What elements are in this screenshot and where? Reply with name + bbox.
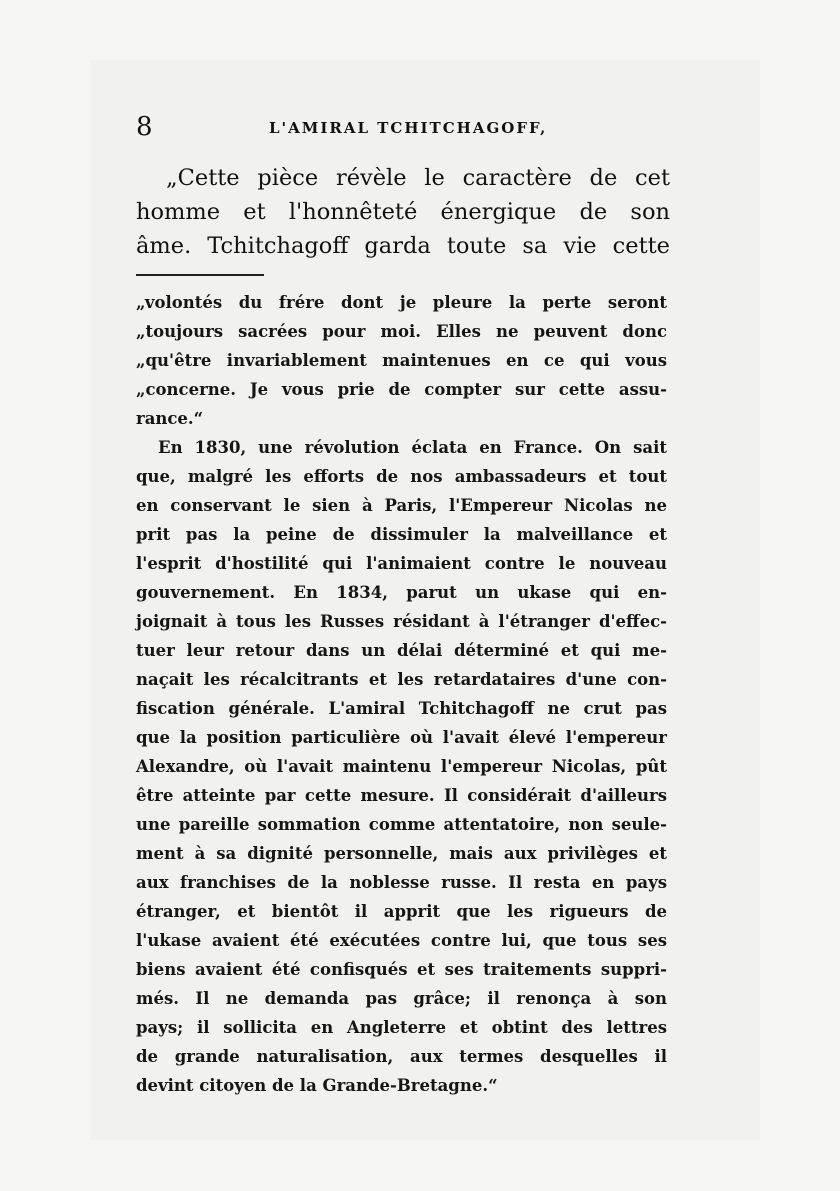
footnote-line: „concerne. Je vous prie de compter sur cette assu- [136, 380, 667, 399]
footnote-line: „volontés du frére dont je pleure la perte seront [136, 293, 667, 312]
footnote-line: Alexandre, où l'avait maintenu l'empereur Nicolas, pût [136, 757, 667, 776]
footnote-line: naçait les récalcitrants et les retardataires d'une con- [136, 670, 667, 689]
footnote-line: être atteinte par cette mesure. Il considérait d'ailleurs [136, 786, 667, 805]
footnote-line: étranger, et bientôt il apprit que les rigueurs de [136, 902, 667, 921]
main-text-line: homme et l'honnêteté énergique de son [136, 199, 670, 225]
footnote-line: ment à sa dignité personnelle, mais aux privilèges et [136, 844, 667, 863]
footnote-line: pays; il sollicita en Angleterre et obtint des lettres [136, 1018, 667, 1037]
main-text [136, 161, 670, 263]
footnote [136, 288, 667, 1100]
page-number: 8 [136, 112, 153, 142]
footnote-line: joignait à tous les Russes résidant à l'étranger d'effec- [136, 612, 667, 631]
running-head: L'AMIRAL TCHITCHAGOFF, [269, 119, 548, 137]
footnote-line: „qu'être invariablement maintenues en ce qui vous [136, 351, 667, 370]
footnote-line: „toujours sacrées pour moi. Elles ne peuvent donc [136, 322, 667, 341]
main-text-line: „Cette pièce révèle le caractère de cet [166, 165, 670, 191]
footnote-line: une pareille sommation comme attentatoire, non seule- [136, 815, 667, 834]
footnote-line: en conservant le sien à Paris, l'Empereur Nicolas ne [136, 496, 667, 515]
footnote-line: més. Il ne demanda pas grâce; il renonça à son [136, 989, 667, 1008]
footnote-line: l'esprit d'hostilité qui l'animaient contre le nouveau [136, 554, 667, 573]
footnote-line: de grande naturalisation, aux termes desquelles il [136, 1047, 667, 1066]
footnote-line: tuer leur retour dans un délai déterminé et qui me- [136, 641, 667, 660]
footnote-rule [136, 274, 264, 276]
footnote-line: gouvernement. En 1834, parut un ukase qui en- [136, 583, 667, 602]
footnote-line: devint citoyen de la Grande-Bretagne.“ [136, 1076, 498, 1095]
footnote-line: rance.“ [136, 409, 204, 428]
footnote-line: En 1830, une révolution éclata en France. On sait [158, 438, 667, 457]
footnote-line: biens avaient été confisqués et ses traitements suppri- [136, 960, 667, 979]
page-header [136, 112, 670, 146]
footnote-line: l'ukase avaient été exécutées contre lui, que tous ses [136, 931, 667, 950]
footnote-line: fiscation générale. L'amiral Tchitchagoff ne crut pas [136, 699, 667, 718]
footnote-line: que, malgré les efforts de nos ambassadeurs et tout [136, 467, 667, 486]
footnote-line: que la position particulière où l'avait élevé l'empereur [136, 728, 667, 747]
main-text-line: âme. Tchitchagoff garda toute sa vie cette [136, 233, 670, 259]
footnote-line: prit pas la peine de dissimuler la malveillance et [136, 525, 667, 544]
footnote-line: aux franchises de la noblesse russe. Il resta en pays [136, 873, 667, 892]
